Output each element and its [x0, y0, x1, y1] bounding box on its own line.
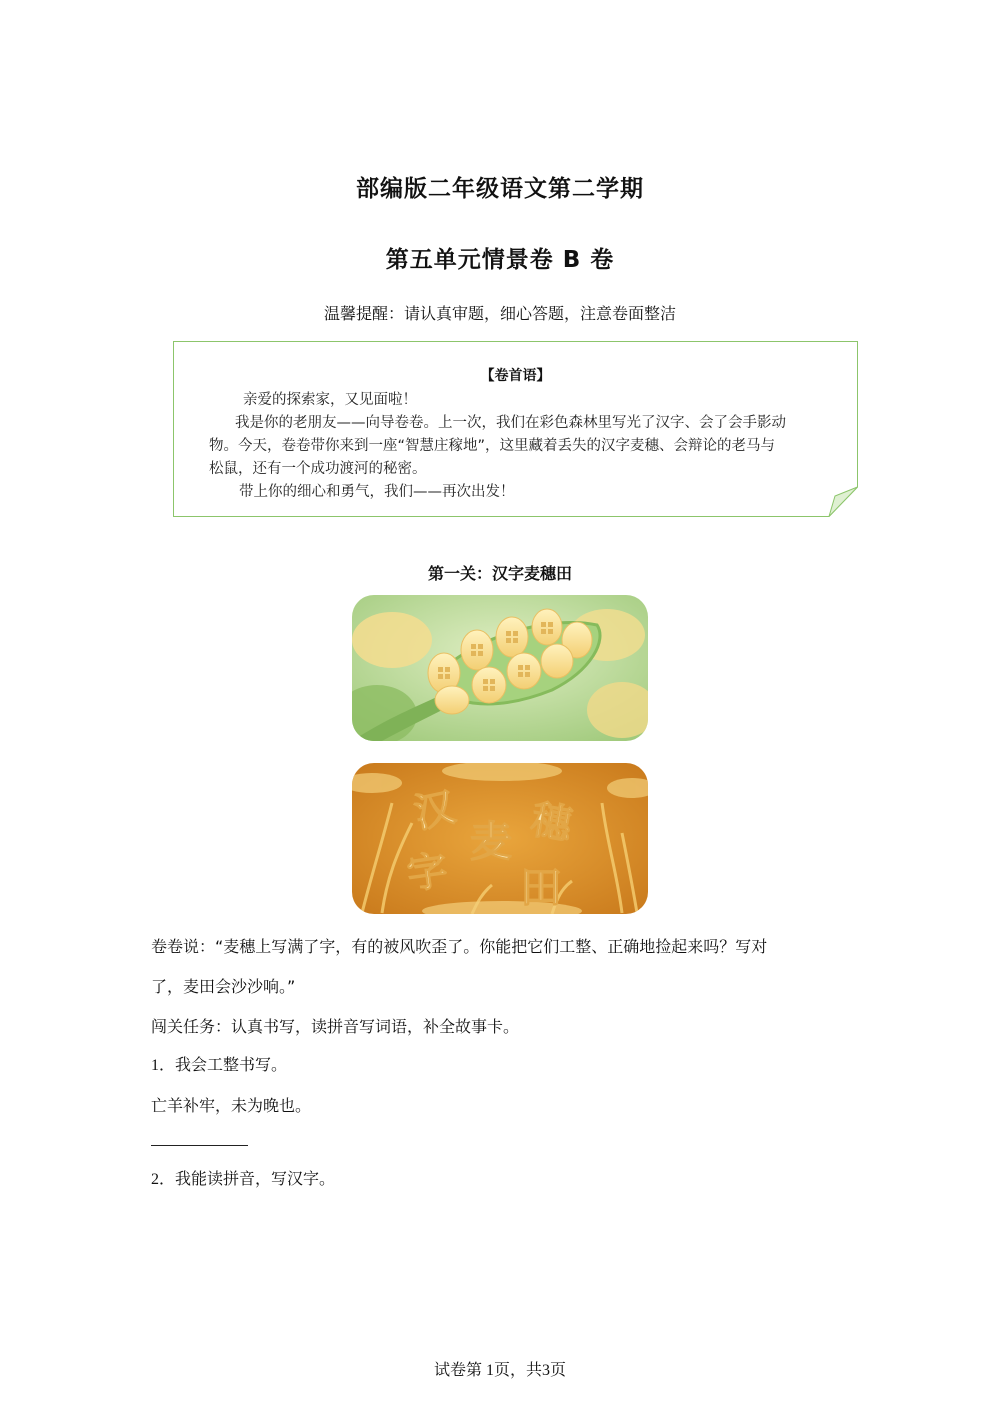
preface-box [173, 341, 858, 517]
preface-line: 我是你的老朋友——向导卷卷。上一次，我们在彩色森林里写光了汉字、会了会手影动 [235, 415, 786, 431]
char-tile: 穗 [527, 796, 576, 850]
question-1 [151, 1052, 287, 1075]
answer-blank-line[interactable] [151, 1145, 248, 1146]
task-text: 闯关任务：认真书写，读拼音写词语，补全故事卡。 [151, 1017, 520, 1036]
page-footer: 试卷第 1页，共3页 [433, 1362, 566, 1379]
question-number: 1． [151, 1057, 176, 1074]
reminder-text: 温馨提醒：请认真审题，细心答题，注意卷面整洁 [323, 304, 676, 323]
wheat-field-image [352, 763, 648, 914]
question-text: 我能读拼音，写汉字。 [175, 1169, 336, 1188]
writing-sentence: 亡羊补牢，未为晚也。 [151, 1096, 312, 1115]
char-tile: 汉 [410, 784, 460, 838]
preface-heading: 【卷首语】 [480, 368, 551, 384]
section-title: 第一关：汉字麦穗田 [427, 564, 572, 583]
question-text: 我会工整书写。 [175, 1055, 288, 1074]
intro-text-cont: 了，麦田会沙沙响。” [151, 977, 296, 996]
preface-line: 松鼠，还有一个成功渡河的秘密。 [209, 461, 427, 477]
char-tile: 田 [520, 863, 563, 912]
question-2 [151, 1166, 335, 1189]
preface-line: 物。今天，卷卷带你来到一座“智慧庄稼地”，这里藏着丢失的汉字麦穗、会辩论的老马与 [209, 438, 776, 454]
wheat-ear-image [352, 595, 648, 741]
intro-text: 卷卷说：“麦穗上写满了字，有的被风吹歪了。你能把它们工整、正确地捡起来吗？写对 [151, 937, 768, 956]
char-tile: 字 [404, 847, 451, 899]
page-title: 部编版二年级语文第二学期 [356, 176, 644, 202]
question-number: 2． [151, 1171, 176, 1188]
char-tile: 麦 [470, 817, 513, 866]
preface-line: 亲爱的探索家，又见面啦！ [243, 392, 417, 408]
preface-line: 带上你的细心和勇气，我们——再次出发！ [239, 484, 515, 500]
page-subtitle: 第五单元情景卷 B 卷 [385, 247, 615, 273]
